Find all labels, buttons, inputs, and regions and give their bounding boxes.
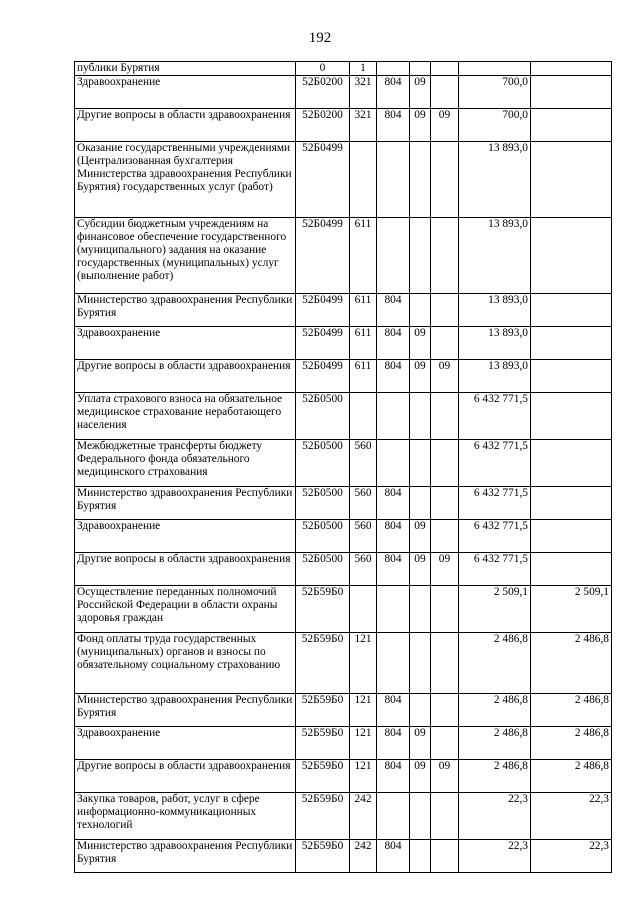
table-row [75, 760, 612, 793]
amount-cell: 13 893,0 [459, 327, 531, 360]
item-name-cell: Здравоохранение [75, 727, 296, 760]
expense-type-cell: 321 [350, 109, 377, 142]
subsection-code-cell [431, 327, 459, 360]
target-code-cell: 52Б0499 [296, 294, 350, 327]
item-name-cell: Министерство здравоохранения Республики Бурятия [75, 294, 296, 327]
ministry-code-cell: 804 [377, 487, 410, 520]
target-code-cell: 52Б59Б0 [296, 586, 350, 633]
target-code-cell: 52Б59Б0 [296, 840, 350, 873]
table-row [75, 553, 612, 586]
subsection-code-cell [431, 294, 459, 327]
amount-cell: 13 893,0 [459, 360, 531, 393]
table-row [75, 142, 612, 218]
federal-amount-cell: 2 486,8 [531, 727, 612, 760]
item-name-cell: Министерство здравоохранения Республики Бурятия [75, 694, 296, 727]
subsection-code-cell [431, 440, 459, 487]
expense-type-cell: 560 [350, 440, 377, 487]
section-code-cell [410, 294, 431, 327]
section-code-cell: 09 [410, 109, 431, 142]
item-name-cell: Здравоохранение [75, 520, 296, 553]
table-row [75, 586, 612, 633]
ministry-code-cell: 804 [377, 840, 410, 873]
ministry-code-cell: 804 [377, 294, 410, 327]
ministry-code-cell [377, 393, 410, 440]
expense-type-cell: 121 [350, 633, 377, 694]
federal-amount-cell [531, 393, 612, 440]
subsection-code-cell: 09 [431, 360, 459, 393]
expense-type-cell: 611 [350, 327, 377, 360]
ministry-code-cell [377, 142, 410, 218]
subsection-code-cell [431, 393, 459, 440]
section-code-cell: 09 [410, 520, 431, 553]
subsection-code-cell [431, 520, 459, 553]
item-name-cell: Субсидии бюджетным учреждениям на финансовое обеспечение государственного (муниципального) задания на оказание государственных (муниципальных) услуг (выполнение работ) [75, 218, 296, 294]
target-code-cell: 52Б0500 [296, 393, 350, 440]
amount-cell: 13 893,0 [459, 218, 531, 294]
target-code-cell: 52Б0499 [296, 142, 350, 218]
expense-type-cell: 1 [350, 62, 377, 76]
section-code-cell: 09 [410, 553, 431, 586]
subsection-code-cell [431, 840, 459, 873]
expense-type-cell: 611 [350, 294, 377, 327]
subsection-code-cell: 09 [431, 553, 459, 586]
ministry-code-cell: 804 [377, 360, 410, 393]
table-row [75, 393, 612, 440]
item-name-cell: Другие вопросы в области здравоохранения [75, 360, 296, 393]
federal-amount-cell [531, 327, 612, 360]
section-code-cell [410, 393, 431, 440]
expense-type-cell: 560 [350, 487, 377, 520]
amount-cell: 6 432 771,5 [459, 553, 531, 586]
target-code-cell: 52Б0500 [296, 487, 350, 520]
item-name-cell: Осуществление переданных полномочий Российской Федерации в области охраны здоровья граждан [75, 586, 296, 633]
expense-type-cell [350, 586, 377, 633]
amount-cell: 22,3 [459, 793, 531, 840]
table-row [75, 793, 612, 840]
federal-amount-cell [531, 487, 612, 520]
federal-amount-cell [531, 142, 612, 218]
table-row [75, 487, 612, 520]
subsection-code-cell [431, 142, 459, 218]
ministry-code-cell: 804 [377, 520, 410, 553]
expense-type-cell: 611 [350, 218, 377, 294]
expense-type-cell [350, 142, 377, 218]
table-row [75, 440, 612, 487]
section-code-cell [410, 218, 431, 294]
item-name-cell: Другие вопросы в области здравоохранения [75, 760, 296, 793]
section-code-cell [410, 586, 431, 633]
section-code-cell: 09 [410, 327, 431, 360]
amount-cell: 22,3 [459, 840, 531, 873]
item-name-cell: публики Бурятия [75, 62, 296, 76]
item-name-cell: Министерство здравоохранения Республики Бурятия [75, 840, 296, 873]
amount-cell [459, 62, 531, 76]
expense-type-cell: 242 [350, 793, 377, 840]
target-code-cell: 52Б0200 [296, 76, 350, 109]
expense-type-cell: 560 [350, 520, 377, 553]
amount-cell: 6 432 771,5 [459, 520, 531, 553]
expense-type-cell: 121 [350, 760, 377, 793]
item-name-cell: Здравоохранение [75, 76, 296, 109]
subsection-code-cell: 09 [431, 760, 459, 793]
federal-amount-cell [531, 109, 612, 142]
amount-cell: 13 893,0 [459, 142, 531, 218]
expense-type-cell [350, 393, 377, 440]
amount-cell: 2 486,8 [459, 760, 531, 793]
expense-type-cell: 611 [350, 360, 377, 393]
budget-table [74, 61, 612, 873]
item-name-cell: Оказание государственными учреждениями (Централизованная бухгалтерия Министерства здравоохранения Республики Бурятия) государственных услуг (работ) [75, 142, 296, 218]
table-row [75, 76, 612, 109]
target-code-cell: 52Б0500 [296, 520, 350, 553]
section-code-cell [410, 840, 431, 873]
target-code-cell: 52Б59Б0 [296, 694, 350, 727]
ministry-code-cell [377, 586, 410, 633]
budget-table-body [75, 62, 612, 873]
ministry-code-cell: 804 [377, 327, 410, 360]
subsection-code-cell: 09 [431, 109, 459, 142]
expense-type-cell: 560 [350, 553, 377, 586]
target-code-cell: 52Б0500 [296, 553, 350, 586]
expense-type-cell: 121 [350, 727, 377, 760]
page-number: 192 [308, 30, 332, 46]
ministry-code-cell [377, 633, 410, 694]
target-code-cell: 52Б59Б0 [296, 793, 350, 840]
amount-cell: 13 893,0 [459, 294, 531, 327]
item-name-cell: Закупка товаров, работ, услуг в сфере информационно-коммуникационных технологий [75, 793, 296, 840]
subsection-code-cell [431, 633, 459, 694]
ministry-code-cell: 804 [377, 76, 410, 109]
section-code-cell: 09 [410, 760, 431, 793]
table-row [75, 62, 612, 76]
amount-cell: 2 509,1 [459, 586, 531, 633]
ministry-code-cell [377, 218, 410, 294]
target-code-cell: 52Б0499 [296, 327, 350, 360]
ministry-code-cell: 804 [377, 694, 410, 727]
subsection-code-cell [431, 487, 459, 520]
expense-type-cell: 242 [350, 840, 377, 873]
federal-amount-cell [531, 76, 612, 109]
amount-cell: 6 432 771,5 [459, 440, 531, 487]
table-row [75, 218, 612, 294]
table-row [75, 520, 612, 553]
item-name-cell: Другие вопросы в области здравоохранения [75, 109, 296, 142]
expense-type-cell: 321 [350, 76, 377, 109]
section-code-cell: 09 [410, 727, 431, 760]
federal-amount-cell [531, 520, 612, 553]
amount-cell: 2 486,8 [459, 727, 531, 760]
amount-cell: 6 432 771,5 [459, 393, 531, 440]
table-row [75, 294, 612, 327]
target-code-cell: 52Б0500 [296, 440, 350, 487]
table-row [75, 327, 612, 360]
federal-amount-cell: 22,3 [531, 840, 612, 873]
amount-cell: 6 432 771,5 [459, 487, 531, 520]
federal-amount-cell [531, 62, 612, 76]
table-row [75, 727, 612, 760]
target-code-cell: 52Б59Б0 [296, 760, 350, 793]
item-name-cell: Министерство здравоохранения Республики Бурятия [75, 487, 296, 520]
federal-amount-cell: 2 509,1 [531, 586, 612, 633]
section-code-cell [410, 62, 431, 76]
item-name-cell: Межбюджетные трансферты бюджету Федерального фонда обязательного медицинского страхования [75, 440, 296, 487]
federal-amount-cell: 22,3 [531, 793, 612, 840]
ministry-code-cell [377, 62, 410, 76]
federal-amount-cell [531, 440, 612, 487]
federal-amount-cell: 2 486,8 [531, 694, 612, 727]
ministry-code-cell: 804 [377, 109, 410, 142]
subsection-code-cell [431, 62, 459, 76]
table-row [75, 840, 612, 873]
section-code-cell: 09 [410, 76, 431, 109]
subsection-code-cell [431, 218, 459, 294]
table-row [75, 360, 612, 393]
subsection-code-cell [431, 793, 459, 840]
table-row [75, 694, 612, 727]
target-code-cell: 52Б59Б0 [296, 727, 350, 760]
item-name-cell: Фонд оплаты труда государственных (муниципальных) органов и взносы по обязательному социальному страхованию [75, 633, 296, 694]
federal-amount-cell [531, 294, 612, 327]
amount-cell: 700,0 [459, 109, 531, 142]
section-code-cell [410, 694, 431, 727]
federal-amount-cell [531, 553, 612, 586]
section-code-cell: 09 [410, 360, 431, 393]
expense-type-cell: 121 [350, 694, 377, 727]
federal-amount-cell: 2 486,8 [531, 633, 612, 694]
subsection-code-cell [431, 694, 459, 727]
table-row [75, 109, 612, 142]
federal-amount-cell: 2 486,8 [531, 760, 612, 793]
federal-amount-cell [531, 218, 612, 294]
ministry-code-cell [377, 793, 410, 840]
item-name-cell: Уплата страхового взноса на обязательное медицинское страхование неработающего населения [75, 393, 296, 440]
section-code-cell [410, 793, 431, 840]
target-code-cell: 52Б0499 [296, 218, 350, 294]
subsection-code-cell [431, 586, 459, 633]
ministry-code-cell: 804 [377, 553, 410, 586]
ministry-code-cell [377, 440, 410, 487]
amount-cell: 2 486,8 [459, 694, 531, 727]
section-code-cell [410, 440, 431, 487]
target-code-cell: 52Б0200 [296, 109, 350, 142]
target-code-cell: 52Б59Б0 [296, 633, 350, 694]
table-row [75, 633, 612, 694]
item-name-cell: Здравоохранение [75, 327, 296, 360]
ministry-code-cell: 804 [377, 760, 410, 793]
section-code-cell [410, 633, 431, 694]
section-code-cell [410, 487, 431, 520]
section-code-cell [410, 142, 431, 218]
federal-amount-cell [531, 360, 612, 393]
subsection-code-cell [431, 727, 459, 760]
subsection-code-cell [431, 76, 459, 109]
ministry-code-cell: 804 [377, 727, 410, 760]
amount-cell: 700,0 [459, 76, 531, 109]
item-name-cell: Другие вопросы в области здравоохранения [75, 553, 296, 586]
amount-cell: 2 486,8 [459, 633, 531, 694]
target-code-cell: 0 [296, 62, 350, 76]
target-code-cell: 52Б0499 [296, 360, 350, 393]
